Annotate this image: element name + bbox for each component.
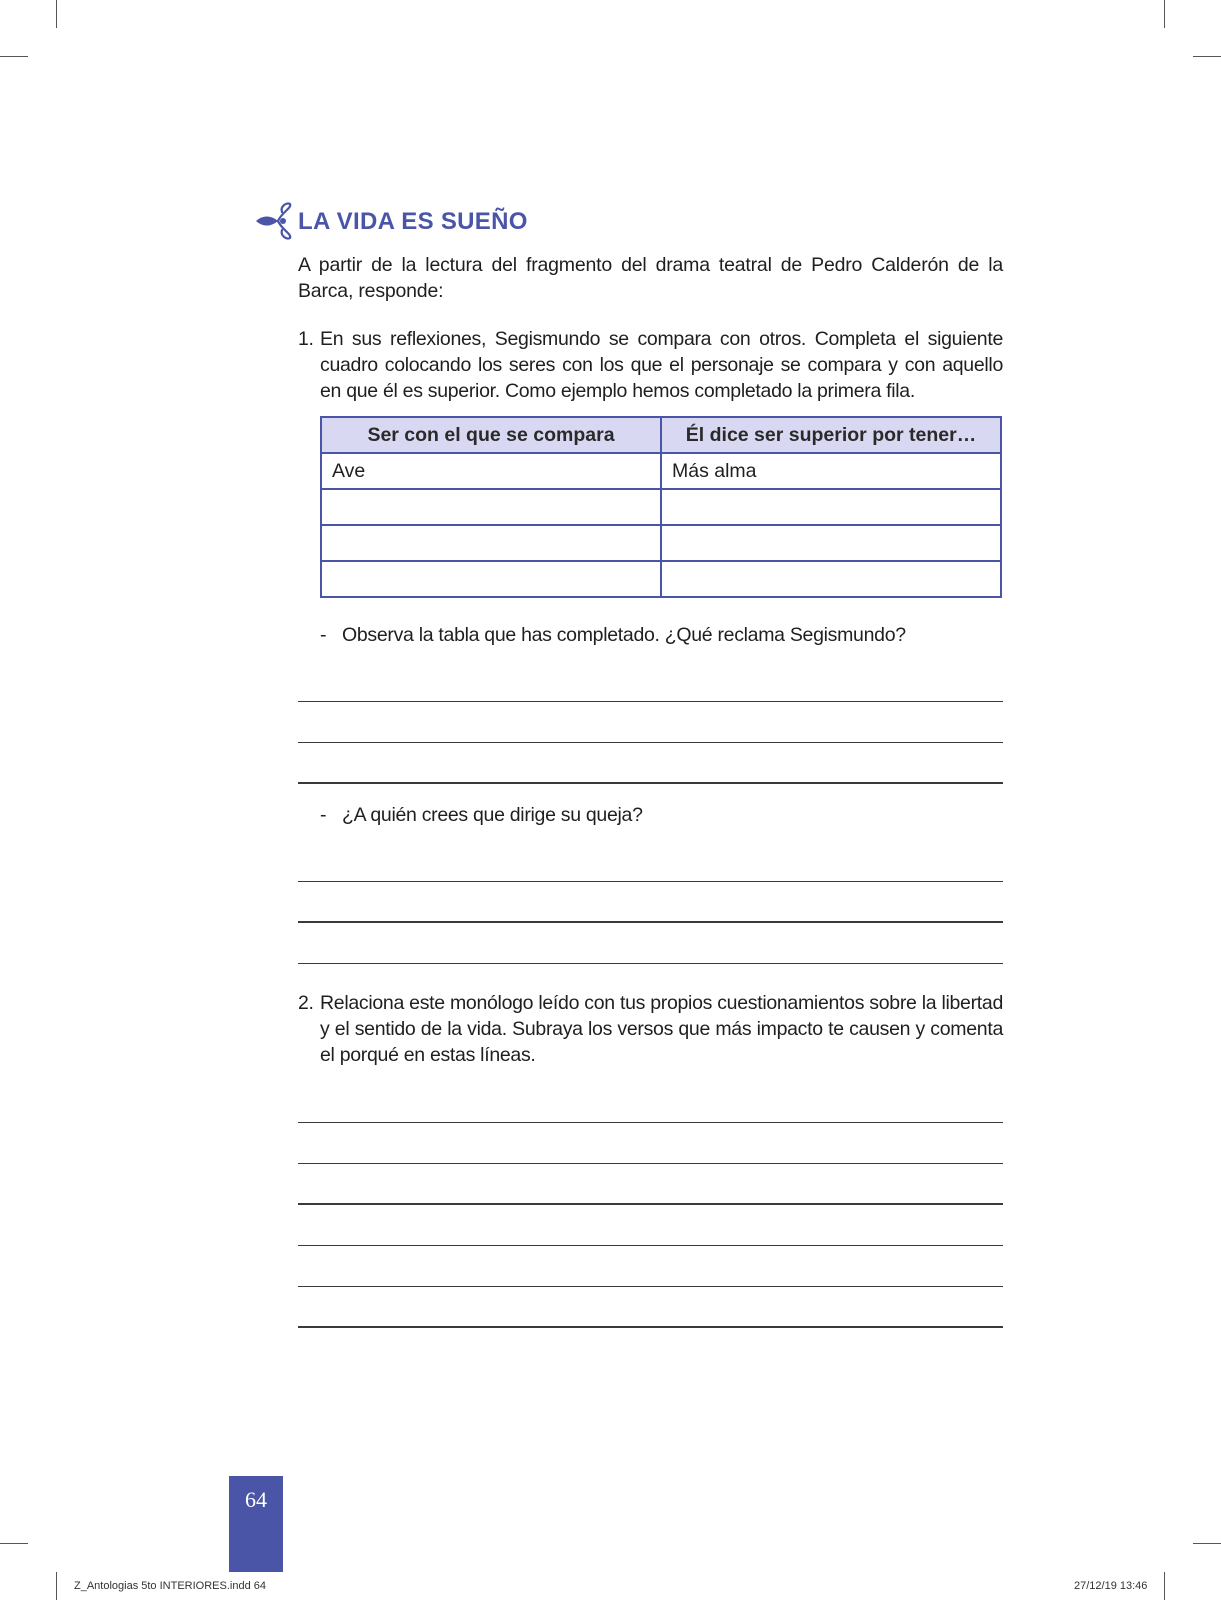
table-header-row xyxy=(321,417,1001,453)
answer-line[interactable] xyxy=(298,1164,1003,1205)
crop-mark xyxy=(56,1572,57,1600)
table-cell[interactable]: Ave xyxy=(321,453,661,489)
comparison-table xyxy=(320,416,1002,598)
answer-line[interactable] xyxy=(298,1123,1003,1164)
answer-line[interactable] xyxy=(298,1082,1003,1123)
crop-mark xyxy=(56,0,57,28)
question-number: 2. xyxy=(298,992,314,1014)
table-cell[interactable]: Más alma xyxy=(661,453,1001,489)
crop-mark xyxy=(1164,1572,1165,1600)
intro-paragraph: A partir de la lectura del fragmento del drama teatral de Pedro Calderón de la Barca, responde: xyxy=(298,254,1003,302)
table-row xyxy=(321,453,1001,489)
section-heading xyxy=(298,208,1003,236)
answer-line[interactable] xyxy=(298,1246,1003,1287)
date-slug: 27/12/19 13:46 xyxy=(1074,1580,1148,1592)
crop-mark xyxy=(1193,1543,1221,1544)
sub-question-text: Observa la tabla que has completado. ¿Qué reclama Segismundo? xyxy=(342,624,906,646)
page-number: 64 xyxy=(229,1476,283,1572)
answer-lines xyxy=(298,661,1003,784)
bullet-dash: - xyxy=(320,804,327,826)
fleuron-icon xyxy=(254,202,294,240)
crop-mark xyxy=(1164,0,1165,28)
page-title: LA VIDA ES SUEÑO xyxy=(298,208,528,235)
answer-lines xyxy=(298,841,1003,964)
table-cell[interactable] xyxy=(321,525,661,561)
sub-question-1 xyxy=(320,624,1003,647)
table-row xyxy=(321,489,1001,525)
crop-mark xyxy=(0,1543,28,1544)
bullet-dash: - xyxy=(320,624,327,646)
column-header: Ser con el que se compara xyxy=(321,417,661,453)
table-row xyxy=(321,561,1001,597)
answer-line[interactable] xyxy=(298,882,1003,923)
question-text: Relaciona este monólogo leído con tus propios cuestionamientos sobre la libertad y el sentido de la vida. Subraya los versos que más impacto te causen y comenta el porqué en estas líneas. xyxy=(320,992,1003,1066)
column-header: Él dice ser superior por tener… xyxy=(661,417,1001,453)
table-cell[interactable] xyxy=(661,561,1001,597)
answer-line[interactable] xyxy=(298,1287,1003,1328)
question-1 xyxy=(298,326,1003,404)
answer-line[interactable] xyxy=(298,841,1003,882)
sub-question-text: ¿A quién crees que dirige su queja? xyxy=(342,804,643,826)
question-text: En sus reflexiones, Segismundo se compara con otros. Completa el siguiente cuadro colocando los seres con los que el personaje se compara y con aquello en que él es superior. Como ejemplo hemos completado la primera fila. xyxy=(320,328,1003,402)
crop-mark xyxy=(0,56,28,57)
crop-mark xyxy=(1193,56,1221,57)
question-2 xyxy=(298,990,1003,1068)
answer-line[interactable] xyxy=(298,743,1003,784)
answer-line[interactable] xyxy=(298,661,1003,702)
table-cell[interactable] xyxy=(661,525,1001,561)
sub-question-2 xyxy=(320,804,1003,827)
answer-line[interactable] xyxy=(298,923,1003,964)
answer-lines xyxy=(298,1082,1003,1328)
table-cell[interactable] xyxy=(661,489,1001,525)
worksheet xyxy=(298,208,1003,1328)
file-slug: Z_Antologias 5to INTERIORES.indd 64 xyxy=(74,1580,266,1592)
table-cell[interactable] xyxy=(321,489,661,525)
table-row xyxy=(321,525,1001,561)
answer-line[interactable] xyxy=(298,1205,1003,1246)
answer-line[interactable] xyxy=(298,702,1003,743)
table-cell[interactable] xyxy=(321,561,661,597)
question-number: 1. xyxy=(298,328,314,350)
